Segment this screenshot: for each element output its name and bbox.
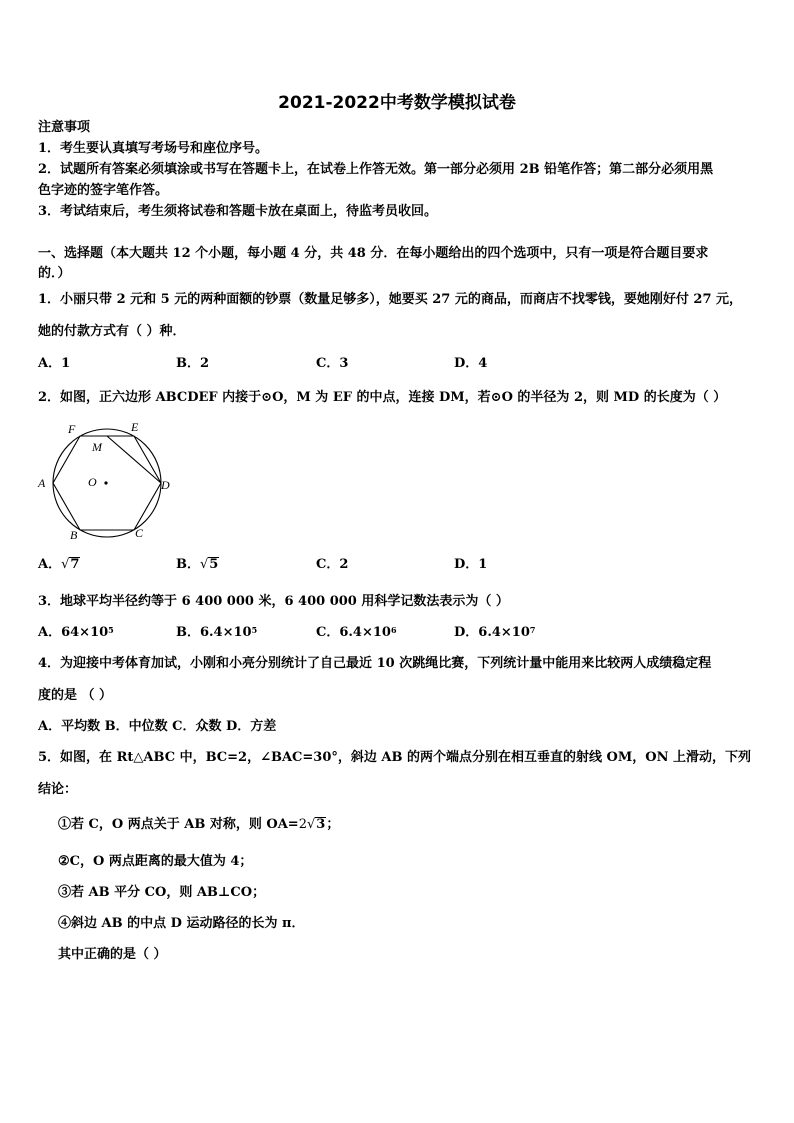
- label-d: D: [161, 478, 170, 492]
- q2-stem: 2．如图，正六边形 ABCDEF 内接于⊙O，M 为 EF 的中点，连接 DM，若⊙O 的半径为 2，则 MD 的长度为（ ）: [38, 390, 727, 405]
- q1-stem: 1．小丽只带 2 元和 5 元的两种面额的钞票（数量足够多），她要买 27 元的商品，而商店不找零钱，要她刚好付 27 元，: [38, 292, 743, 307]
- q3-option-c: C．$6.4\times 10^6$: [316, 625, 397, 640]
- q5-stem: 5．如图，在 Rt△ABC 中，BC=2，∠BAC=30°，斜边 AB 的两个端点分别在相互垂直的射线 OM，ON 上滑动，下列: [38, 750, 751, 765]
- q1-option-a: A．1: [38, 356, 71, 371]
- section-heading-cont: 的．）: [38, 266, 71, 281]
- section-heading: 一、选择题（本大题共 12 个小题，每小题 4 分，共 48 分．在每小题给出的四个选项中，只有一项是符合题目要求: [38, 246, 709, 261]
- label-e: E: [131, 420, 139, 434]
- label-f: F: [68, 422, 76, 436]
- q4-stem: 4．为迎接中考体育加试，小刚和小亮分别统计了自己最近 10 次跳绳比赛，下列统计量中能用来比较两人成绩稳定程: [38, 656, 712, 671]
- q1-option-c: C．3: [316, 356, 349, 371]
- q5-statement-2: ②C，O 两点距离的最大值为 4；: [58, 854, 253, 869]
- q5-statement-1: ①若 C，O 两点关于 AB 对称，则 OA=2√3；: [58, 817, 340, 832]
- q3-stem: 3．地球平均半径约等于 6 400 000 米，6 400 000 用科学记数法表示为（ ）: [38, 594, 509, 609]
- q3-option-d: D．$6.4\times 10^7$: [454, 625, 536, 640]
- notice-heading: 注意事项: [38, 120, 91, 135]
- q2-option-b: B．√5: [176, 557, 219, 572]
- q1-option-d: D．4: [454, 356, 488, 371]
- q4-options: A．平均数 B．中位数 C．众数 D．方差: [38, 719, 277, 734]
- notice-item-3: 3．考试结束后，考生须将试卷和答题卡放在桌面上，待监考员收回。: [38, 204, 438, 219]
- q3-option-a: A．$64\times 10^5$: [38, 625, 114, 640]
- exam-title: 2021-2022中考数学模拟试卷: [278, 93, 516, 113]
- q2-option-a: A．√7: [38, 557, 80, 572]
- notice-item-2: 2．试题所有答案必须填涂或书写在答题卡上，在试卷上作答无效。第一部分必须用 2B 铅笔作答；第二部分必须用黑: [38, 162, 714, 177]
- hexagon-circle-figure: [34, 418, 180, 544]
- q3-option-b: B．$6.4\times 10^5$: [176, 625, 258, 640]
- q5-stem-cont: 结论：: [38, 782, 78, 797]
- label-c: C: [135, 526, 144, 540]
- q2-option-c: C．2: [316, 557, 349, 572]
- q1-option-b: B．2: [176, 356, 210, 371]
- q1-stem-cont: 她的付款方式有（ ）种．: [38, 324, 186, 339]
- q2-option-d: D．1: [454, 557, 488, 572]
- label-o: O: [88, 475, 97, 489]
- notice-item-1: 1．考生要认真填写考场号和座位序号。: [38, 141, 269, 156]
- notice-item-2-cont: 色字迹的签字笔作答。: [38, 183, 169, 198]
- label-m: M: [92, 440, 102, 454]
- label-b: B: [70, 528, 78, 542]
- q5-statement-3: ③若 AB 平分 CO，则 AB⊥CO；: [58, 885, 266, 900]
- q4-stem-cont: 度的是 （ ）: [38, 688, 113, 703]
- label-a: A: [38, 476, 46, 490]
- q5-question: 其中正确的是（ ）: [58, 947, 167, 962]
- q5-statement-4: ④斜边 AB 的中点 D 运动路径的长为 π．: [58, 916, 305, 931]
